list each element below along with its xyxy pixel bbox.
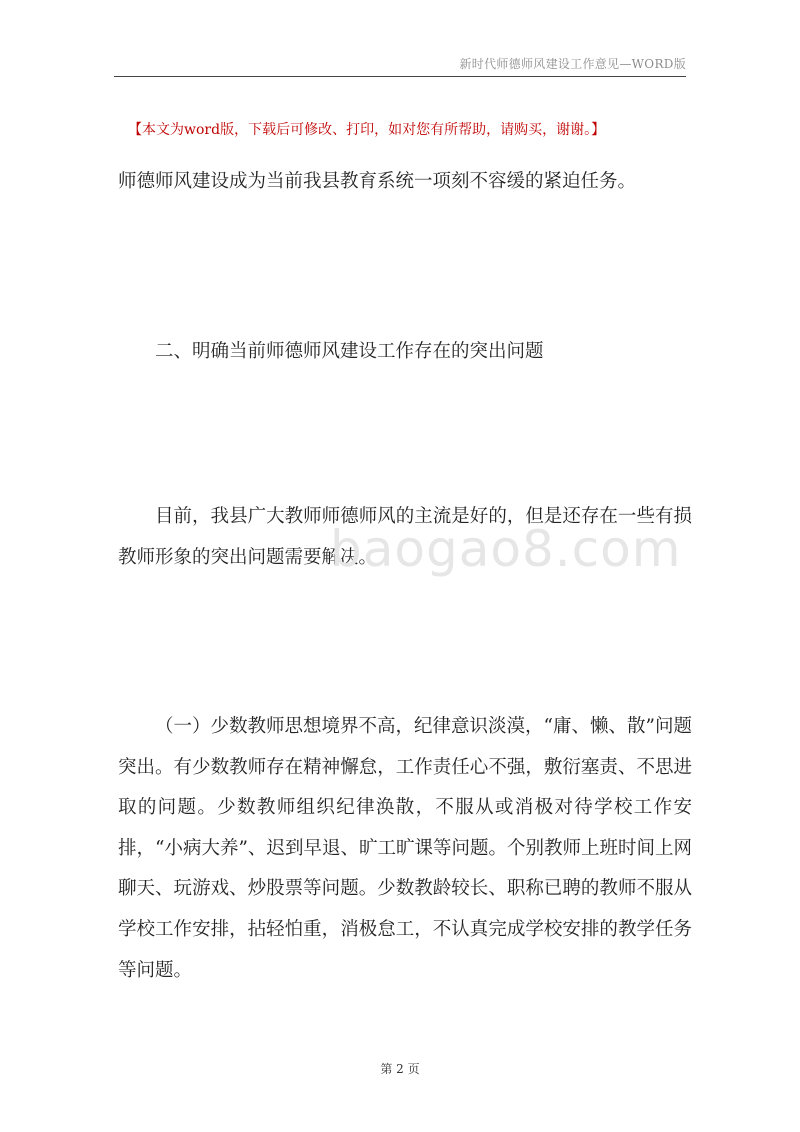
running-header: 新时代师德师风建设工作意见—WORD版 — [459, 57, 686, 71]
section-heading: 二、明确当前师德师风建设工作存在的突出问题 — [155, 341, 544, 362]
paragraph-current-status: 目前，我县广大教师师德师风的主流是好的，但是还存在一些有损教师形象的突出问题需要解决。 — [118, 506, 692, 568]
header-divider — [114, 76, 686, 77]
watermark: baogao8.com — [330, 520, 682, 578]
page-number: 第 2 页 — [380, 1062, 420, 1076]
paragraph-problem-one: （一）少数教师思想境界不高，纪律意识淡漠，“庸、懒、散”问题突出。有少数教师存在精神懈怠，工作责任心不强，敷衍塞责、不思进取的问题。少数教师组织纪律涣散，不服从或消极对待学校工作安排，“小病大养”、迟到早退、旷工旷课等问题。个别教师上班时间上网聊天、玩游戏、炒股票等问题。少数教龄较长、职称已聘的教师不服从学校工作安排，拈轻怕重，消极怠工，不认真完成学校安排的教学任务等问题。 — [118, 716, 692, 981]
purchase-notice: 【本文为word版，下载后可修改、打印，如对您有所帮助，请购买，谢谢。】 — [128, 122, 606, 138]
paragraph-continuation: 师德师风建设成为当前我县教育系统一项刻不容缓的紧迫任务。 — [118, 171, 637, 192]
